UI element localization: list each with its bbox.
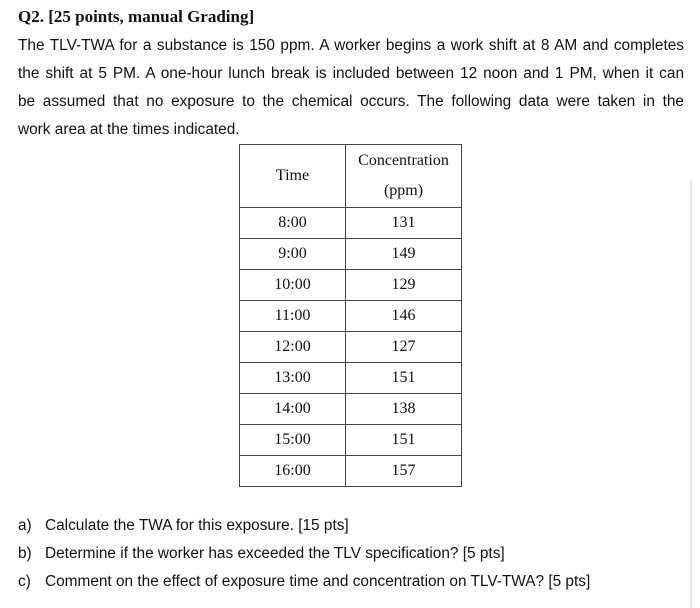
table-row: [240, 239, 462, 270]
table-row: [240, 301, 462, 332]
time-cell: 11:00: [240, 301, 346, 332]
header-concentration-label: Concentration: [358, 152, 449, 169]
table-row: [240, 270, 462, 301]
table-row: [240, 394, 462, 425]
concentration-cell: 131: [346, 208, 462, 239]
table-row: [240, 363, 462, 394]
concentration-cell: 138: [346, 394, 462, 425]
table-row: [240, 332, 462, 363]
sub-question-b: [18, 540, 590, 568]
table-row: [240, 425, 462, 456]
statement-line-1: The TLV-TWA for a substance is 150 ppm. A worker begins a work shift at 8 AM and completes: [18, 37, 684, 54]
question-heading: Q2. [25 points, manual Grading]: [18, 7, 255, 26]
sub-questions: [18, 512, 590, 596]
header-concentration-unit: (ppm): [383, 182, 424, 199]
concentration-cell: 151: [346, 425, 462, 456]
concentration-cell: 149: [346, 239, 462, 270]
sub-question-a: [18, 512, 590, 540]
problem-statement: [18, 32, 684, 144]
sub-question-letter: c): [18, 573, 31, 590]
sub-question-letter: a): [18, 517, 32, 534]
concentration-table-container: [239, 144, 462, 487]
page-edge-divider: [690, 180, 692, 608]
header-concentration: [346, 145, 462, 208]
concentration-cell: 151: [346, 363, 462, 394]
sub-question-text: Comment on the effect of exposure time and concentration on TLV-TWA? [5 pts]: [45, 573, 591, 590]
table-row: [240, 208, 462, 239]
statement-line-4: work area at the times indicated.: [18, 121, 240, 138]
sub-question-text: Determine if the worker has exceeded the TLV specification? [5 pts]: [45, 545, 505, 562]
time-cell: 9:00: [240, 239, 346, 270]
time-cell: 8:00: [240, 208, 346, 239]
time-cell: 10:00: [240, 270, 346, 301]
time-cell: 13:00: [240, 363, 346, 394]
time-cell: 15:00: [240, 425, 346, 456]
time-cell: 16:00: [240, 456, 346, 487]
concentration-cell: 146: [346, 301, 462, 332]
concentration-cell: 127: [346, 332, 462, 363]
time-cell: 12:00: [240, 332, 346, 363]
sub-question-letter: b): [18, 545, 32, 562]
concentration-cell: 157: [346, 456, 462, 487]
header-time: Time: [240, 145, 346, 208]
concentration-cell: 129: [346, 270, 462, 301]
sub-question-text: Calculate the TWA for this exposure. [15 pts]: [45, 517, 349, 534]
table-row: [240, 456, 462, 487]
statement-line-2: the shift at 5 PM. A one-hour lunch break is included between 12 noon and 1 PM, when it can: [18, 65, 684, 82]
table-header-row: [240, 145, 462, 208]
statement-line-3: be assumed that no exposure to the chemical occurs. The following data were taken in the: [18, 93, 684, 110]
time-cell: 14:00: [240, 394, 346, 425]
sub-question-c: [18, 568, 590, 596]
concentration-table: [239, 144, 462, 487]
